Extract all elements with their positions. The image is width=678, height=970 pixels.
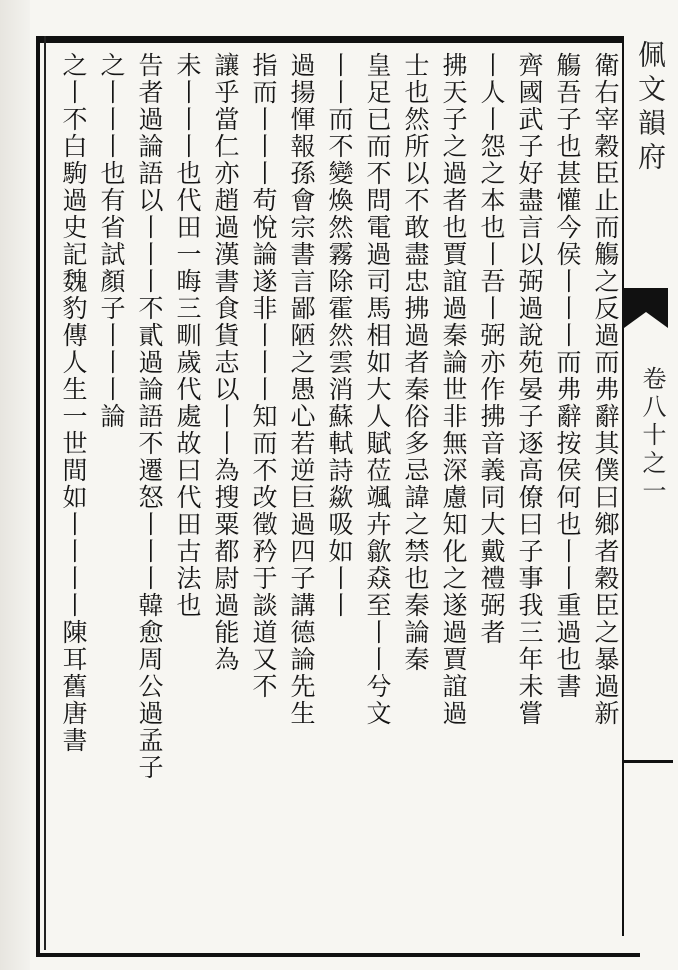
text-column-15: 之丨不白駒過史記魏豹傳人生一世間如丨丨丨丨陳耳舊唐書 — [59, 52, 88, 754]
text-column-8: 丨丨而不變煥然霧除霍然雲消蘇軾詩歘吸如丨丨 — [325, 52, 354, 619]
text-column-5: 拂天子之過者也賈誼過秦論世非無深慮知化之遂過賈誼過 — [439, 52, 468, 727]
text-column-2: 觴吾子也甚懽今侯丨丨丨而弗辭按侯何也丨丨重過也書 — [553, 52, 582, 700]
text-column-14: 之丨丨丨也有省試顏子丨丨丨論 — [97, 52, 126, 430]
text-column-10: 指而丨丨丨苟悅論遂非丨丨丨知而不改徵矜于談道又不 — [249, 52, 278, 700]
ear-volume: 卷八十之一 — [638, 366, 666, 506]
text-column-3: 齊國武子好盡言以弼過說苑晏子逐高僚曰子事我三年未嘗 — [515, 52, 544, 727]
text-column-7: 皇足已而不問電過司馬相如大人賦莅颯卉歙猋至丨丨兮文 — [363, 52, 392, 727]
text-column-9: 過揚惲報孫會宗書言鄙陋之愚心若逆巨過四子講德論先生 — [287, 52, 316, 727]
scan-margin — [0, 0, 30, 970]
ear-title: 佩文韻府 — [634, 40, 667, 176]
text-column-4: 丨人丨怨之本也丨吾丨弼亦作拂音義同大戴禮弼者 — [477, 52, 506, 646]
ear-divider — [623, 760, 673, 763]
text-column-12: 未丨丨丨也代田一晦三甽歲代處故曰代田古法也 — [173, 52, 202, 619]
text-column-13: 告者過論語以丨丨丨不貳過論語不遷怒丨丨丨韓愈周公過孟子 — [135, 52, 164, 781]
text-column-1: 衛右宰穀臣止而觴之反過而弗辭其僕曰鄉者穀臣之暴過新 — [591, 52, 620, 727]
text-column-6: 士也然所以不敢盡忠拂過者秦俗多忌諱之禁也秦論秦 — [401, 52, 430, 673]
frame-inner-line — [44, 36, 46, 950]
text-column-11: 讓乎當仁亦趙過漢書食貨志以丨丨為搜粟都尉過能為 — [211, 52, 240, 673]
